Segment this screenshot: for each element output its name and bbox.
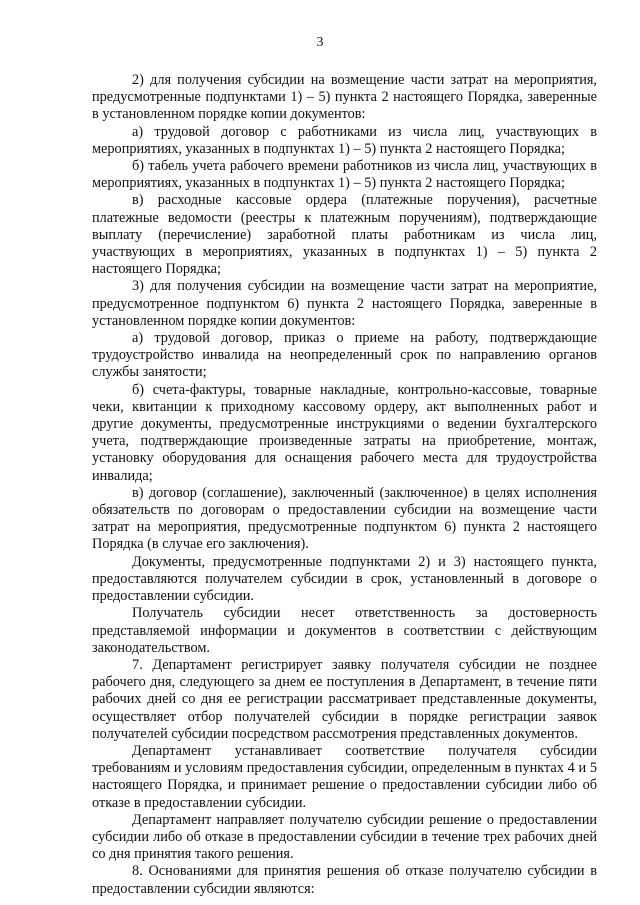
paragraph-3v: в) договор (соглашение), заключенный (заключенное) в целях исполнения обязательств по договорам о предоставлении субсидии на возмещение части затрат на мероприятия, предусмотренные подпунктом 6) пункта 2 настоящего Порядка (в случае его заключения). — [92, 484, 597, 553]
paragraph-7-notification: Департамент направляет получателю субсидии решение о предоставлении субсидии либо об отказе в предоставлении субсидии в течение трех рабочих дней со дня принятия такого решения. — [92, 811, 597, 863]
paragraph-3b: б) счета-фактуры, товарные накладные, контрольно-кассовые, товарные чеки, квитанции к приходному кассовому ордеру, акт выполненных работ и другие документы, предусмотренные инструкциями о ведении бухгалтерского учета, подтверждающие произведенные затраты на приобретение, монтаж, установку оборудования для оснащения рабочего места для трудоустройства инвалида; — [92, 381, 597, 484]
paragraph-3a: а) трудовой договор, приказ о приеме на работу, подтверждающие трудоустройство инвалида на неопределенный срок по направлению органов службы занятости; — [92, 330, 597, 381]
paragraph-documents-deadline: Документы, предусмотренные подпунктами 2) и 3) настоящего пункта, предоставляются получателем субсидии в срок, установленный в договоре о предоставлении субсидии. — [92, 553, 597, 605]
paragraph-7-compliance: Департамент устанавливает соответствие получателя субсидии требованиям и условиям предоставления субсидии, определенным в пунктах 4 и 5 настоящего Порядка, и принимает решение о предоставлении субсидии либо об отказе в предоставлении субсидии. — [92, 742, 597, 811]
paragraph-responsibility: Получатель субсидии несет ответственность за достоверность представляемой информации и документов в соответствии с действующим законодательством. — [92, 605, 597, 656]
paragraph-2a: а) трудовой договор с работниками из числа лиц, участвующих в мероприятиях, указанных в подпунктах 1) – 5) пункта 2 настоящего Порядка; — [92, 123, 597, 157]
paragraph-3-intro: 3) для получения субсидии на возмещение части затрат на мероприятие, предусмотренное подпунктом 6) пункта 2 настоящего Порядка, заверенные в установленном порядке копии документов: — [92, 278, 597, 329]
paragraph-2v: в) расходные кассовые ордера (платежные поручения), расчетные платежные ведомости (реестры к платежным поручениям), подтверждающие выплату (перечисление) заработной платы работникам из числа лиц, участвующих в мероприятиях, указанных в подпунктах 1) – 5) пункта 2 настоящего Порядка; — [92, 192, 597, 278]
paragraph-2b: б) табель учета рабочего времени работников из числа лиц, участвующих в мероприятиях, указанных в подпунктах 1) – 5) пункта 2 настоящего Порядка; — [92, 158, 597, 192]
paragraph-7-registration: 7. Департамент регистрирует заявку получателя субсидии не позднее рабочего дня, следующего за днем ее поступления в Департамент, в течение пяти рабочих дней со дня ее регистрации рассматривает представленные документы, осуществляет отбор получателей субсидии в порядке регистрации заявок получателей субсидии посредством рассмотрения представленных документов. — [92, 656, 597, 742]
paragraph-8-grounds: 8. Основаниями для принятия решения об отказе получателю субсидии в предоставлении субсидии являются: — [92, 863, 597, 897]
page-number: 3 — [316, 35, 324, 50]
document-body — [92, 72, 597, 898]
paragraph-2-intro: 2) для получения субсидии на возмещение части затрат на мероприятия, предусмотренные подпунктами 1) – 5) пункта 2 настоящего Порядка, заверенные в установленном порядке копии документов: — [92, 72, 597, 123]
